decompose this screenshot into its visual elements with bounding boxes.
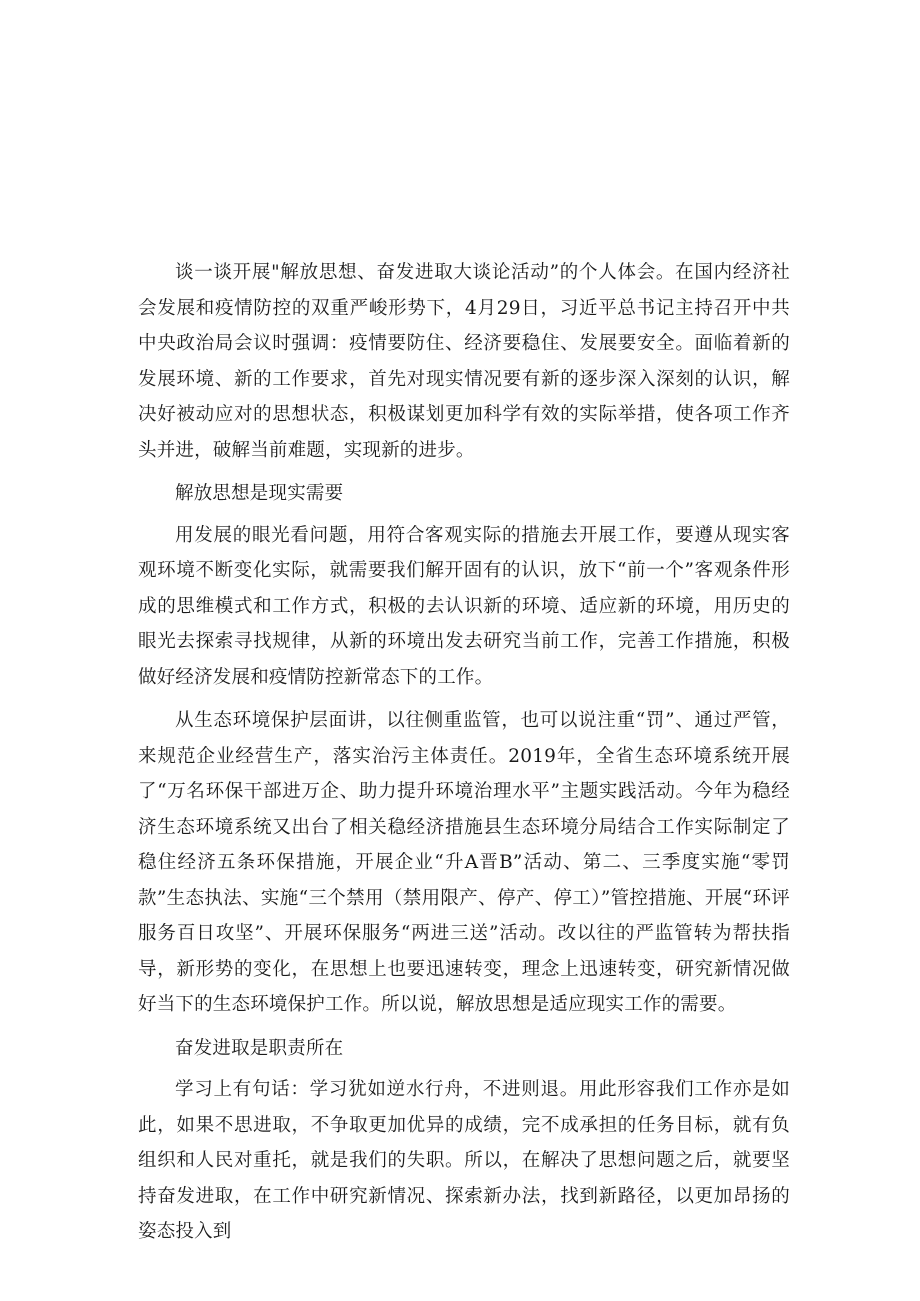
paragraph-development-perspective: 用发展的眼光看问题，用符合客观实际的措施去开展工作，要遵从现实客观环境不断变化实际，就需要我们解开固有的认识，放下“前一个”客观条件形成的思维模式和工作方式，积极的去认识新的环境、适应新的环境，用历史的眼光去探索寻找规律，从新的环境出发去研究当前工作，完善工作措施，积极做好经济发展和疫情防控新常态下的工作。 [138,524,790,688]
document-body [138,255,790,1258]
section-heading-strive-forward: 奋发进取是职责所在 [175,1037,344,1059]
section-heading-emancipate-mind: 解放思想是现实需要 [175,483,344,504]
intro-paragraph: 谈一谈开展"解放思想、奋发进取大谈论活动”的个人体会。在国内经济社会发展和疫情防控的双重严峻形势下，4月29日，习近平总书记主持召开中共中央政治局会议时强调：疫情要防住、经济要稳住、发展要安全。面临着新的发展环境、新的工作要求，首先对现实情况要有新的逐步深入深刻的认识，解决好被动应对的思想状态，积极谋划更加科学有效的实际举措，使各项工作齐头并进，破解当前难题，实现新的进步。 [138,262,790,461]
paragraph-eco-protection: 从生态环境保护层面讲，以往侧重监管，也可以说注重“罚”、通过严管，来规范企业经营生产，落实治污主体责任。2019年，全省生态环境系统开展了“万名环保干部进万企、助力提升环境治理水平”主题实践活动。今年为稳经济生态环境系统又出台了相关稳经济措施县生态环境分局结合工作实际制定了稳住经济五条环保措施，开展企业“升A晋B”活动、第二、三季度实施“零罚款”生态执法、实施“三个禁用（禁用限产、停产、停工）”管控措施、开展“环评服务百日攻坚”、开展环保服务“两进三送”活动。改以往的严监管转为帮扶指导，新形势的变化，在思想上也要迅速转变，理念上迅速转变，研究新情况做好当下的生态环境保护工作。所以说，解放思想是适应现实工作的需要。 [138,710,790,1015]
paragraph-learning-saying: 学习上有句话：学习犹如逆水行舟，不进则退。用此形容我们工作亦是如此，如果不思进取，不争取更加优异的成绩，完不成承担的任务目标，就有负组织和人民对重托，就是我们的失职。所以，在解决了思想问题之后，就要坚持奋发进取，在工作中研究新情况、探索新办法，找到新路径，以更加昂扬的姿态投入到 [138,1079,790,1242]
